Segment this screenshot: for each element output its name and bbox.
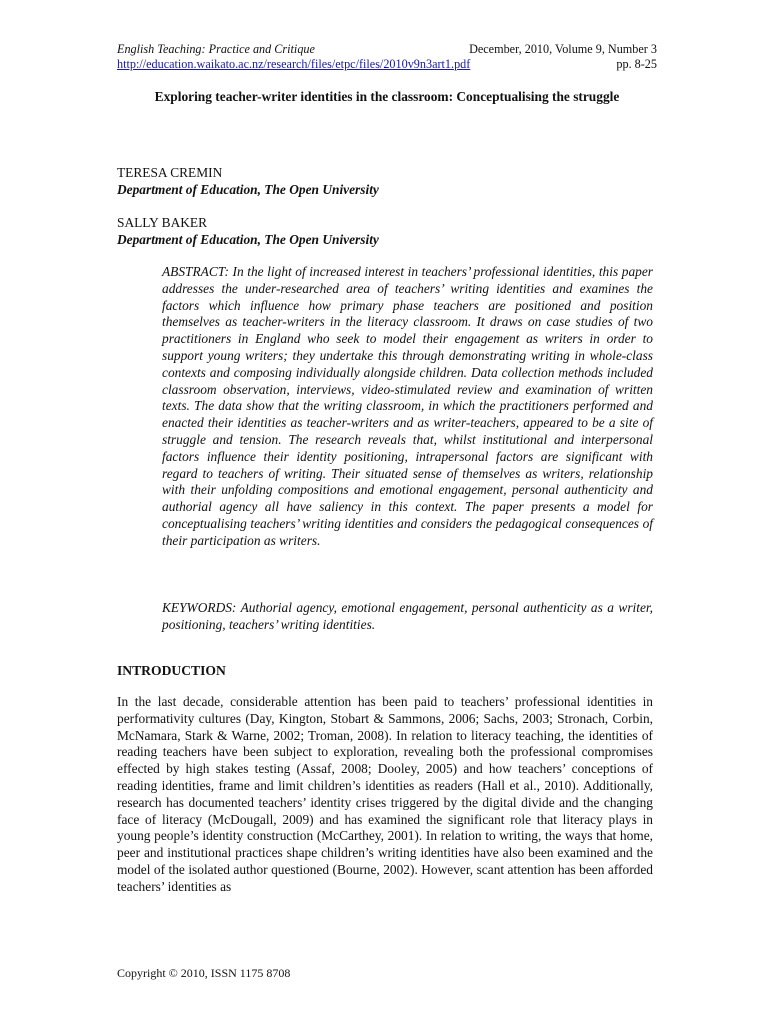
running-header-bottom (117, 57, 657, 72)
author-block-2 (117, 214, 657, 248)
running-header-top (117, 42, 657, 57)
author-affiliation: Department of Education, The Open University (117, 232, 379, 247)
issue-info: December, 2010, Volume 9, Number 3 (469, 42, 657, 56)
section-heading-introduction: INTRODUCTION (117, 663, 226, 678)
author-name: TERESA CREMIN (117, 165, 223, 180)
page-range: pp. 8-25 (616, 57, 657, 71)
keywords-text: KEYWORDS: Authorial agency, emotional engagement, personal authenticity as a writer, positioning, teachers’ writing identities. (162, 600, 653, 632)
author-name: SALLY BAKER (117, 215, 208, 230)
author-block-1 (117, 164, 657, 198)
copyright-footer: Copyright © 2010, ISSN 1175 8708 (117, 966, 291, 980)
abstract-text: ABSTRACT: In the light of increased interest in teachers’ professional identities, this paper addresses the under-researched area of teachers’ writing identities and examines the factors which influence how primary phase teachers are positioned and position themselves as teacher-writers in the literacy classroom. It draws on case studies of two practitioners in England who seek to model their engagement as writers in order to support young writers; they undertake this through demonstrating writing in whole-class contexts and composing individually alongside children. Data collection methods included classroom observation, interviews, video-stimulated review and examination of written texts. The data show that the writing classroom, in which the practitioners performed and enacted their identities as teacher-writers and as writer-teachers, appeared to be a site of struggle and tension. The research reveals that, whilst institutional and interpersonal factors influence their identity positioning, intrapersonal factors are significant with regard to teachers of writing. Their situated sense of themselves as writers, relationship with their unfolding compositions and emotional engagement, personal authenticity and authorial agency all have saliency in this context. The paper presents a model for conceptualising teachers’ writing identities and considers the pedagogical consequences of their participation as writers. (162, 264, 653, 548)
article-url-link[interactable]: http://education.waikato.ac.nz/research/files/etpc/files/2010v9n3art1.pdf (117, 57, 471, 71)
author-affiliation: Department of Education, The Open University (117, 182, 379, 197)
introduction-paragraph: In the last decade, considerable attention has been paid to teachers’ professional identities in performativity cultures (Day, Kington, Stobart & Sammons, 2006; Sachs, 2003; Stronach, Corbin, McNamara, Stark & Warne, 2002; Troman, 2008). In relation to literacy teaching, the identities of reading teachers have been subject to exploration, revealing both the professional compromises effected by high stakes testing (Assaf, 2008; Dooley, 2005) and how teachers’ conceptions of reading identities, frame and limit children’s identities as readers (Hall et al., 2010). Additionally, research has documented teachers’ identity crises triggered by the digital divide and the changing face of literacy (McDougall, 2009) and has examined the significant role that literacy plays in young people’s identity construction (McCarthey, 2001). In relation to writing, the ways that home, peer and institutional practices shape children’s writing identities have also been examined and the model of the isolated author questioned (Bourne, 2002). However, scant attention has been afforded teachers’ identities as (117, 694, 653, 894)
paper-title: Exploring teacher-writer identities in the classroom: Conceptualising the struggle (154, 89, 620, 104)
journal-name: English Teaching: Practice and Critique (117, 42, 315, 56)
